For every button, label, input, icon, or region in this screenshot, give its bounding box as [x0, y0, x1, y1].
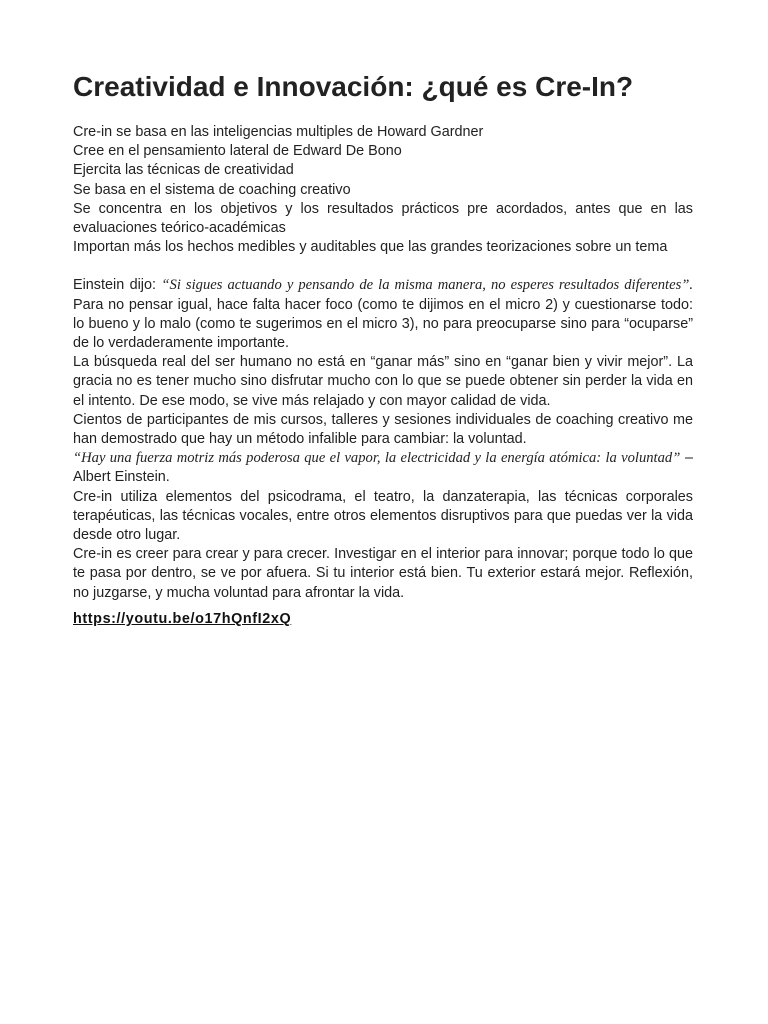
einstein-quote: “Si sigues actuando y pensando de la misma manera, no esperes resultados diferentes”. — [161, 277, 694, 294]
line-tecnicas: Ejercita las técnicas de creatividad — [73, 162, 294, 179]
einstein-suffix: Para no pensar igual, hace falta hacer foco (como te dijimos en el micro 2) y cuestionarse todo: lo bueno y lo malo (como te sugerimos en el micro 3), no para preocuparse sino para “ocuparse” de lo verdaderamente importante. — [73, 296, 693, 352]
line-hechos: Importan más los hechos medibles y auditables que las grandes teorizaciones sobre un tema — [73, 239, 668, 256]
line-gardner: Cre-in se basa en las inteligencias multiples de Howard Gardner — [73, 124, 484, 140]
document-title: Creatividad e Innovación: ¿qué es Cre-In? — [73, 71, 634, 102]
einstein-prefix: Einstein dijo: — [73, 277, 162, 294]
line-coaching: Se basa en el sistema de coaching creativo — [73, 181, 351, 198]
paragraph-cientos: Cientos de participantes de mis cursos, talleres y sesiones individuales de coaching creativo me han demostrado que hay un método infalible para cambiar: la voluntad. — [73, 411, 693, 448]
fuerza-paragraph — [73, 449, 693, 487]
einstein-paragraph — [73, 276, 693, 353]
paragraph-busqueda: La búsqueda real del ser humano no está en “ganar más” sino en “ganar bien y vivir mejor”. La gracia no es tener mucho sino disfrutar mucho con lo que se puede obtener sin perder la vida en el intento. De ese modo, se vive más relajado y con mayor calidad de vida. — [73, 354, 693, 409]
paragraph-spacer — [73, 257, 693, 276]
fuerza-suffix: – Albert Einstein. — [73, 450, 693, 486]
paragraph-crear: Cre-in es creer para crear y para crecer. Investigar en el interior para innovar; porque todo lo que te pasa por dentro, se ve por afuera. Si tu interior está bien. Tu exterior estará mejor. Reflexión, no juzgarse, y mucha voluntad para afrontar la vida. — [73, 546, 693, 601]
youtube-link[interactable]: https://youtu.be/o17hQnfI2xQ — [73, 610, 292, 627]
fuerza-quote: “Hay una fuerza motriz más poderosa que el vapor, la electricidad y la energía atómica: la voluntad” — [73, 450, 681, 467]
line-objetivos: Se concentra en los objetivos y los resultados prácticos pre acordados, antes que en las evaluaciones teórico-académicas — [73, 200, 693, 237]
document-body — [73, 123, 693, 629]
paragraph-utiliza: Cre-in utiliza elementos del psicodrama, el teatro, la danzaterapia, las técnicas corporales terapéuticas, las técnicas vocales, entre otros elementos disruptivos para que puedas ver la vida desde otro lugar. — [73, 488, 693, 544]
document-page — [73, 68, 693, 629]
line-de-bono: Cree en el pensamiento lateral de Edward De Bono — [73, 143, 402, 160]
